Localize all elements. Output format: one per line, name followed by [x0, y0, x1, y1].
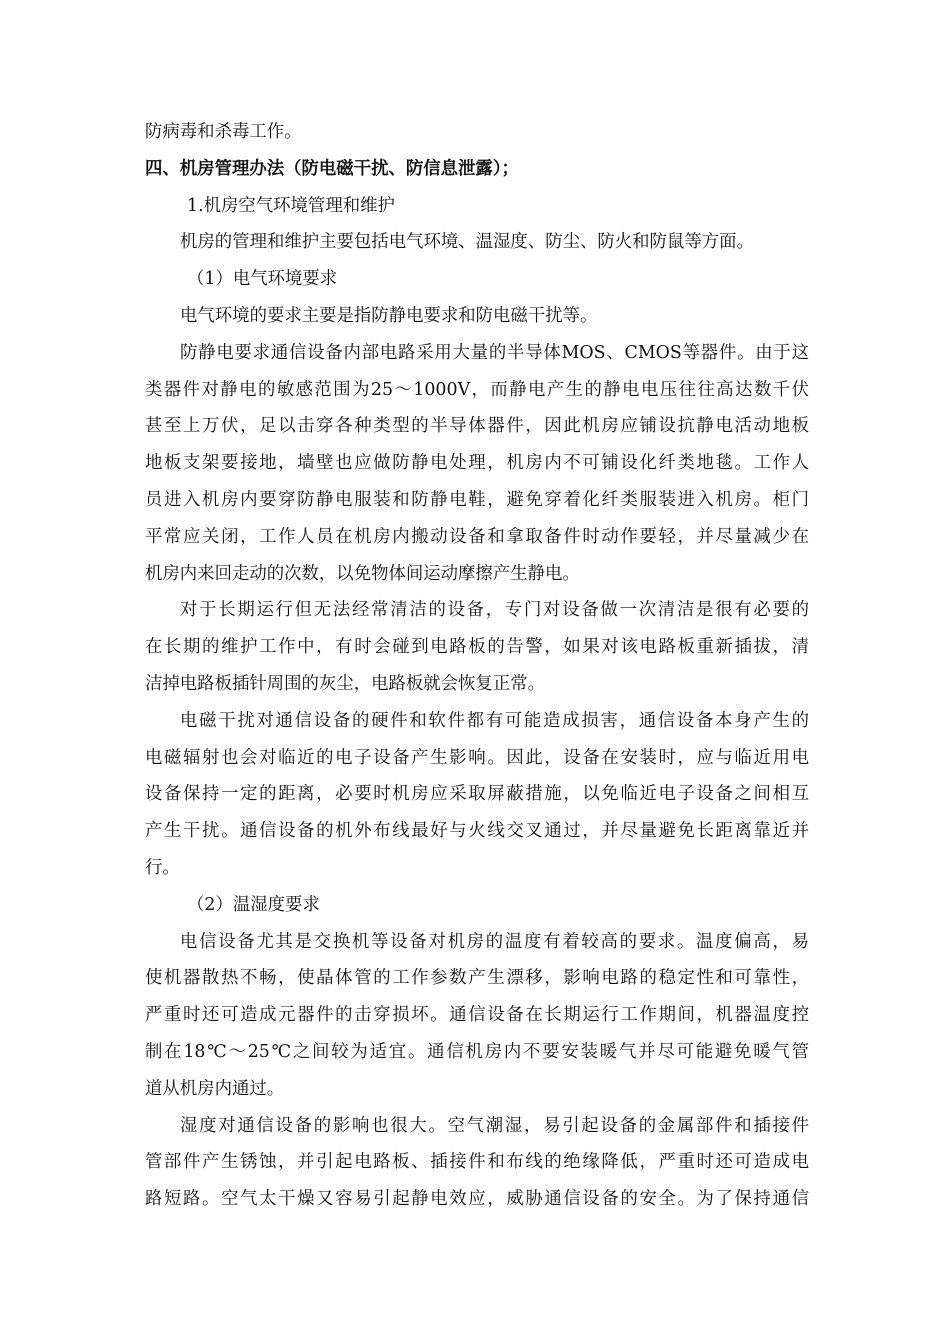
subsection-heading: （1）电气环境要求 — [187, 269, 338, 290]
text-line: 产生干扰。通信设备的机外布线最好与火线交叉通过，并尽量避免长距离靠近并 — [145, 821, 809, 842]
text-line: 防病毒和杀毒工作。 — [145, 122, 302, 142]
text-line: 机房内来回走动的次数，以免物体间运动摩擦产生静电。 — [145, 563, 580, 584]
text-line: 行。 — [145, 857, 180, 878]
text-line: 洁掉电路板插针周围的灰尘，电路板就会恢复正常。 — [145, 673, 545, 694]
text-line: 电磁干扰对通信设备的硬件和软件都有可能造成损害，通信设备本身产生的 — [180, 710, 809, 731]
document-body — [145, 114, 809, 1218]
section-heading: 四、机房管理办法（防电磁干扰、防信息泄露）； — [145, 158, 519, 179]
text-line: 机房的管理和维护主要包括电气环境、温湿度、防尘、防火和防鼠等方面。 — [180, 232, 754, 253]
subsection-heading: 1.机房空气环境管理和维护 — [187, 195, 395, 216]
text-line: 类器件对静电的敏感范围为25～1000V，而静电产生的静电电压往往高达数千伏 — [145, 379, 809, 400]
text-line: 电气环境的要求主要是指防静电要求和防电磁干扰等。 — [180, 305, 598, 326]
text-line: 严重时还可造成元器件的击穿损坏。通信设备在长期运行工作期间，机器温度控 — [145, 1005, 809, 1026]
text-line: 对于长期运行但无法经常清洁的设备，专门对设备做一次清洁是很有必要的 — [180, 600, 809, 621]
text-line: 湿度对通信设备的影响也很大。空气潮湿，易引起设备的金属部件和插接件 — [180, 1115, 809, 1136]
text-line: 电信设备尤其是交换机等设备对机房的温度有着较高的要求。温度偏高，易 — [180, 931, 809, 952]
text-line: 甚至上万伏，足以击穿各种类型的半导体器件，因此机房应铺设抗静电活动地板 — [145, 416, 809, 437]
text-line: 设备保持一定的距离，必要时机房应采取屏蔽措施，以免临近电子设备之间相互 — [145, 784, 809, 805]
text-line: 路短路。空气太干燥又容易引起静电效应，威胁通信设备的安全。为了保持通信 — [145, 1189, 809, 1210]
text-line: 员进入机房内要穿防静电服装和防静电鞋，避免穿着化纤类服装进入机房。柜门 — [145, 489, 809, 510]
text-line: 管部件产生锈蚀，并引起电路板、插接件和布线的绝缘降低，严重时还可造成电 — [145, 1152, 809, 1173]
text-line: 使机器散热不畅，使晶体管的工作参数产生漂移，影响电路的稳定性和可靠性， — [145, 968, 809, 989]
text-line: 道从机房内通过。 — [145, 1078, 285, 1099]
text-line: 平常应关闭，工作人员在机房内搬动设备和拿取备件时动作要轻，并尽量减少在 — [145, 526, 809, 547]
text-line: 在长期的维护工作中，有时会碰到电路板的告警，如果对该电路板重新插拔，清 — [145, 637, 809, 658]
text-line: 电磁辐射也会对临近的电子设备产生影响。因此，设备在安装时，应与临近用电 — [145, 747, 809, 768]
text-line: 制在18℃～25℃之间较为适宜。通信机房内不要安装暖气并尽可能避免暖气管 — [145, 1041, 809, 1062]
text-line: 防静电要求通信设备内部电路采用大量的半导体MOS、CMOS等器件。由于这 — [180, 342, 809, 363]
subsection-heading: （2）温湿度要求 — [187, 894, 320, 915]
text-line: 地板支架要接地，墙壁也应做防静电处理，机房内不可铺设化纤类地毯。工作人 — [145, 453, 809, 474]
